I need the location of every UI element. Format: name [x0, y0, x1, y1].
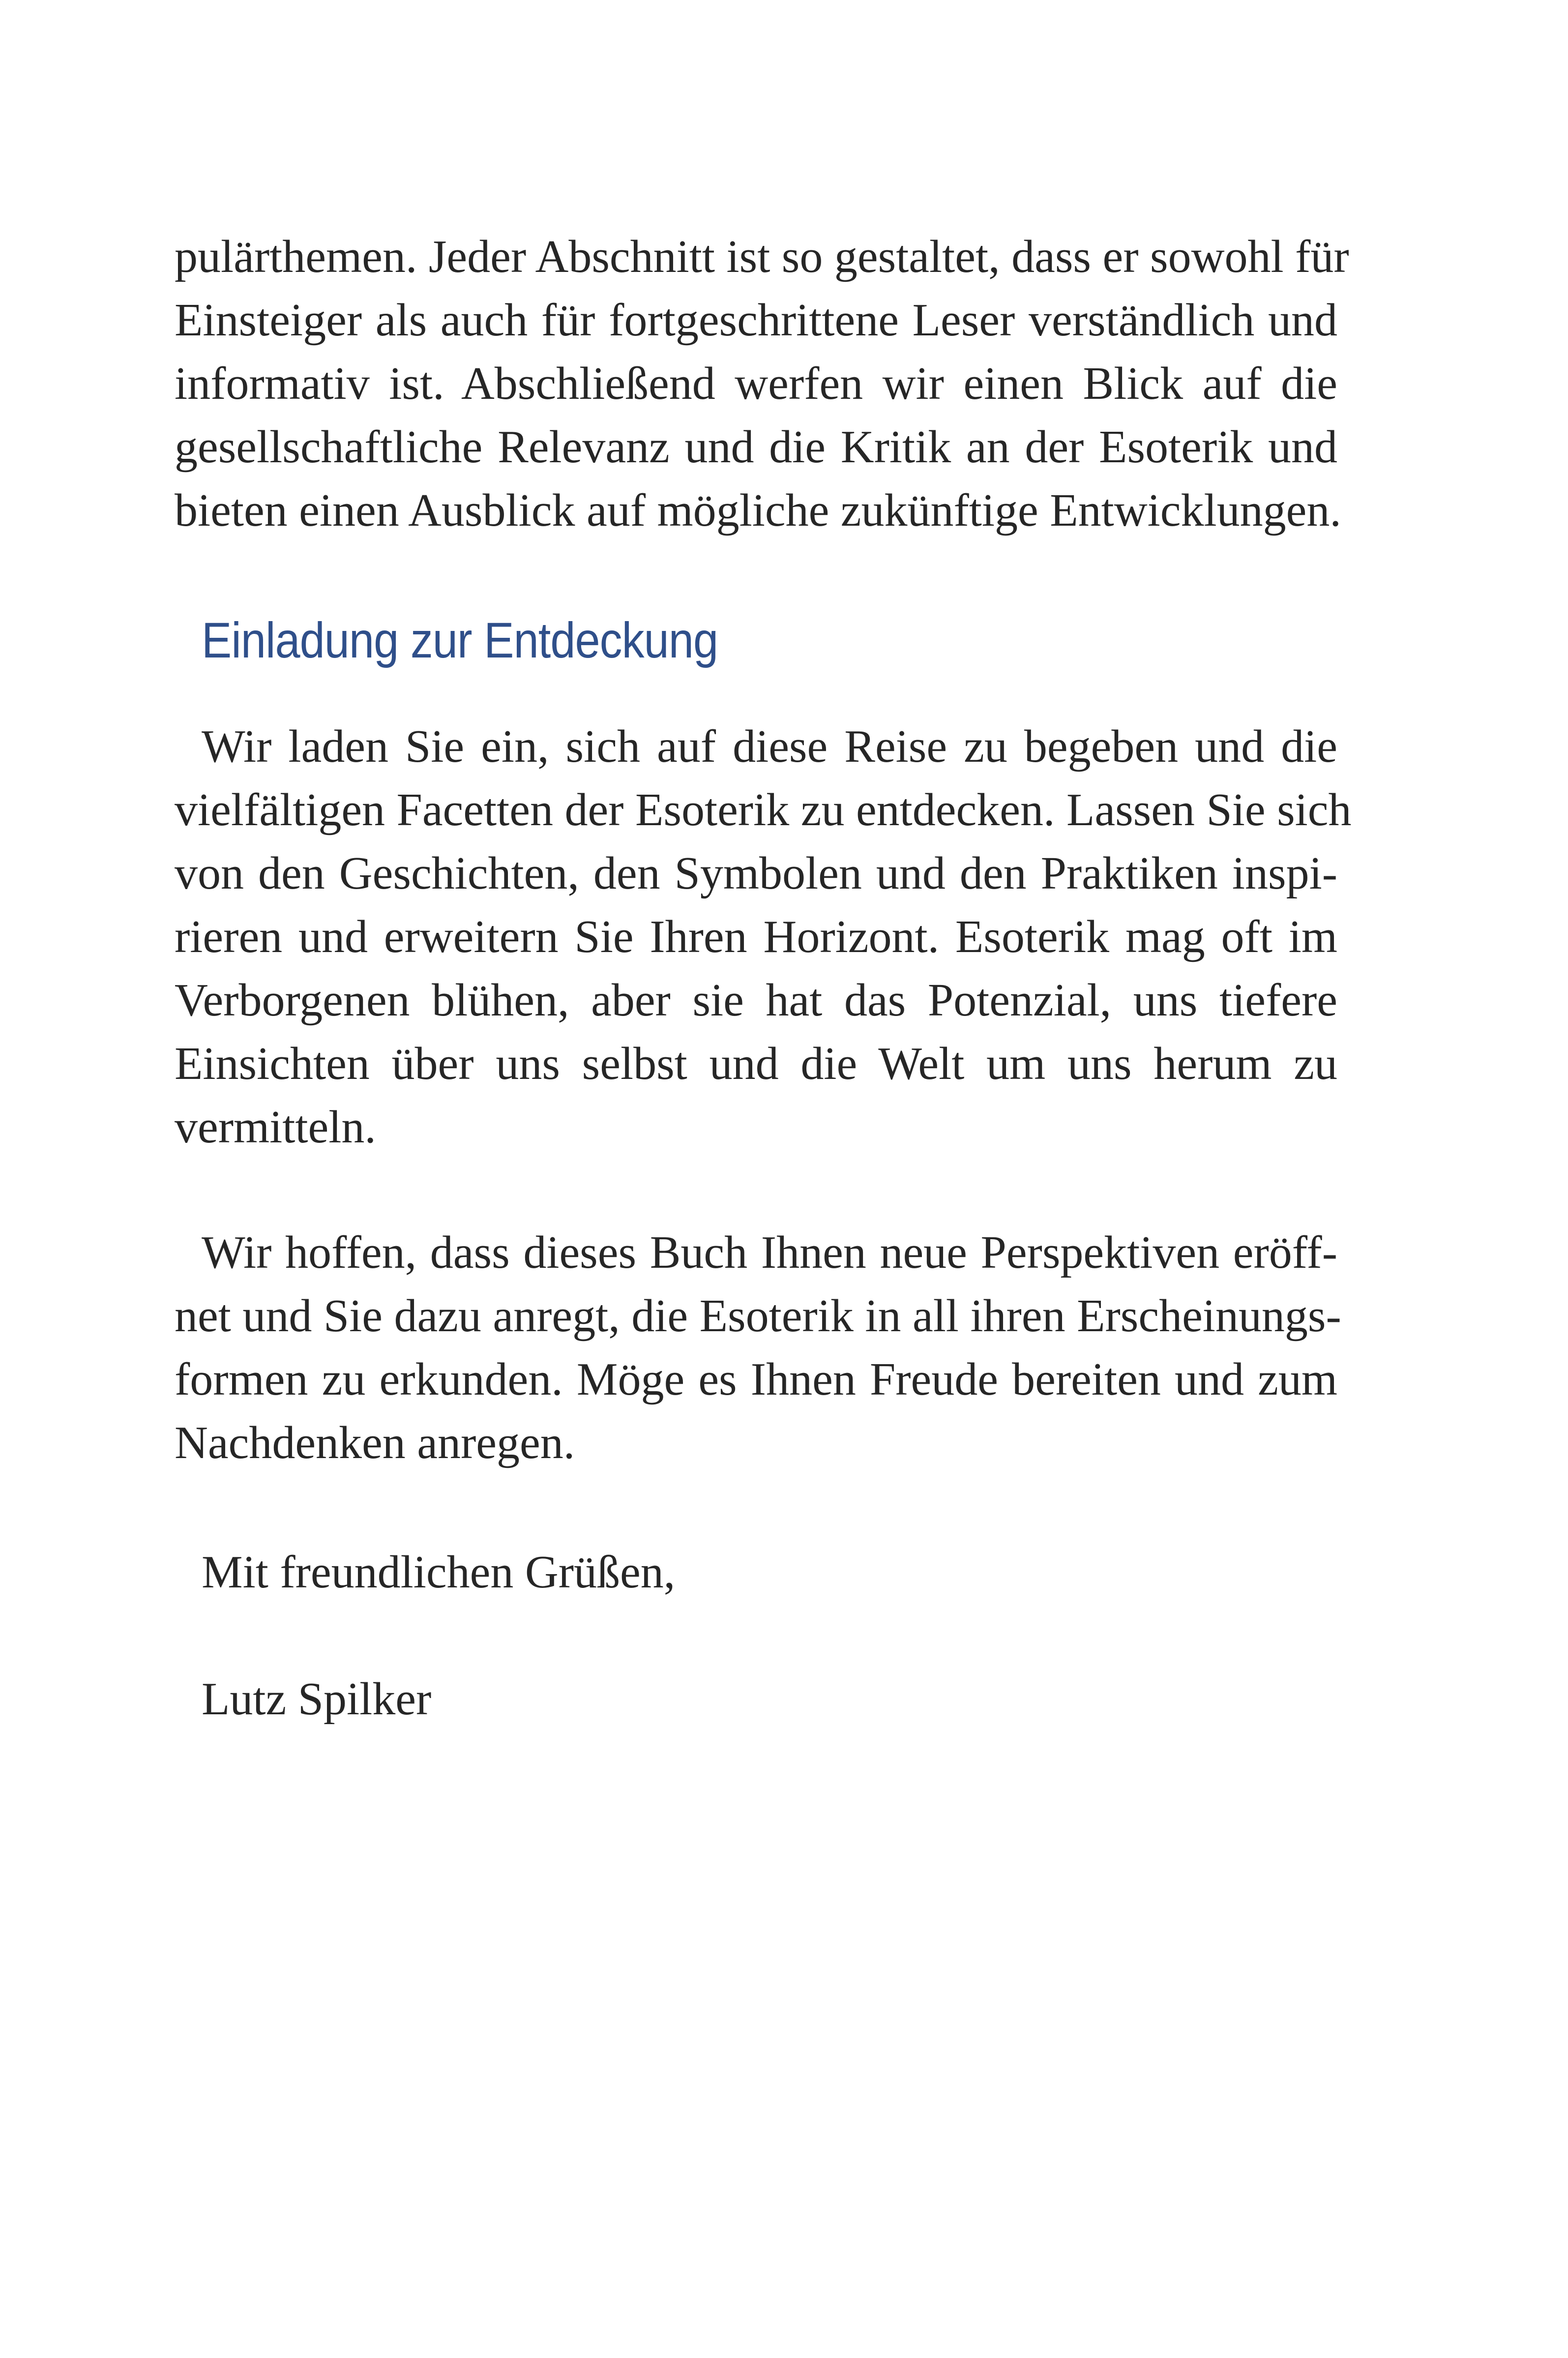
hope-paragraph — [175, 1221, 1341, 1475]
text-line: Einsteiger als auch für fortgeschrittene Leser verständlich und — [175, 295, 1337, 346]
invitation-paragraph — [175, 715, 1352, 1159]
closing-greeting: Mit freundlichen Grüßen, — [202, 1547, 676, 1598]
text-line: vermitteln. — [175, 1102, 376, 1153]
text-line: bieten einen Ausblick auf mögliche zukünftige Entwicklungen. — [175, 485, 1341, 536]
text-line: vielfältigen Facetten der Esoterik zu entdecken. Lassen Sie sich — [175, 784, 1352, 836]
text-line: Wir laden Sie ein, sich auf diese Reise zu begeben und die — [202, 721, 1337, 772]
text-line: Einsichten über uns selbst und die Welt um uns herum zu — [175, 1038, 1337, 1089]
text-line: formen zu erkunden. Möge es Ihnen Freude bereiten und zum — [175, 1354, 1337, 1405]
text-line: net und Sie dazu anregt, die Esoterik in all ihren Erscheinungs- — [175, 1290, 1341, 1342]
text-line: Verborgenen blühen, aber sie hat das Potenzial, uns tiefere — [175, 975, 1337, 1026]
text-line: von den Geschichten, den Symbolen und den Praktiken inspi- — [175, 848, 1337, 899]
text-line: pulärthemen. Jeder Abschnitt ist so gestaltet, dass er sowohl für — [175, 231, 1349, 282]
text-line: gesellschaftliche Relevanz und die Kritik an der Esoterik und — [175, 421, 1337, 473]
text-line: rieren und erweitern Sie Ihren Horizont. Esoterik mag oft im — [175, 911, 1337, 962]
author-name: Lutz Spilker — [202, 1673, 432, 1725]
intro-paragraph — [175, 225, 1349, 542]
text-line: Wir hoffen, dass dieses Buch Ihnen neue Perspektiven eröff- — [202, 1227, 1337, 1278]
text-line: informativ ist. Abschließend werfen wir einen Blick auf die — [175, 358, 1337, 409]
section-heading: Einladung zur Entdeckung — [202, 612, 718, 668]
text-line: Nachdenken anregen. — [175, 1417, 575, 1468]
